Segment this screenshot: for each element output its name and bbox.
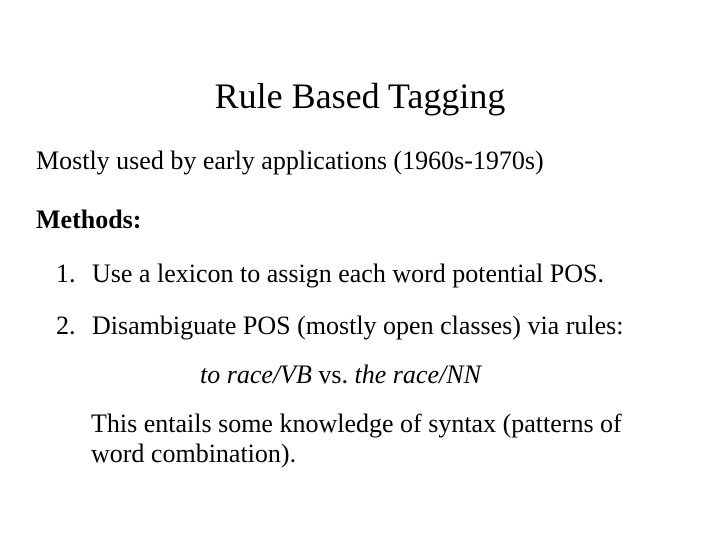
- slide-title: Rule Based Tagging: [214, 76, 506, 116]
- syntax-note-line-1: This entails some knowledge of syntax (patterns of: [91, 409, 622, 438]
- syntax-note-line-2: word combination).: [91, 439, 297, 468]
- method-item-2-number: 2.: [56, 311, 76, 340]
- methods-heading: Methods:: [36, 205, 142, 234]
- rule-example: [200, 360, 481, 390]
- method-item-1-number: 1.: [56, 259, 76, 288]
- method-item-1: [56, 259, 604, 289]
- method-item-2: [56, 311, 623, 341]
- example-noun: the race/NN: [354, 360, 481, 389]
- syntax-note: [91, 409, 691, 469]
- method-item-1-text: Use a lexicon to assign each word potential POS.: [92, 259, 604, 288]
- method-item-2-text: Disambiguate POS (mostly open classes) via rules:: [92, 311, 624, 340]
- example-separator: vs.: [311, 360, 355, 389]
- example-verb: to race/VB: [200, 360, 312, 389]
- intro-text: Mostly used by early applications (1960s-1970s): [36, 146, 544, 175]
